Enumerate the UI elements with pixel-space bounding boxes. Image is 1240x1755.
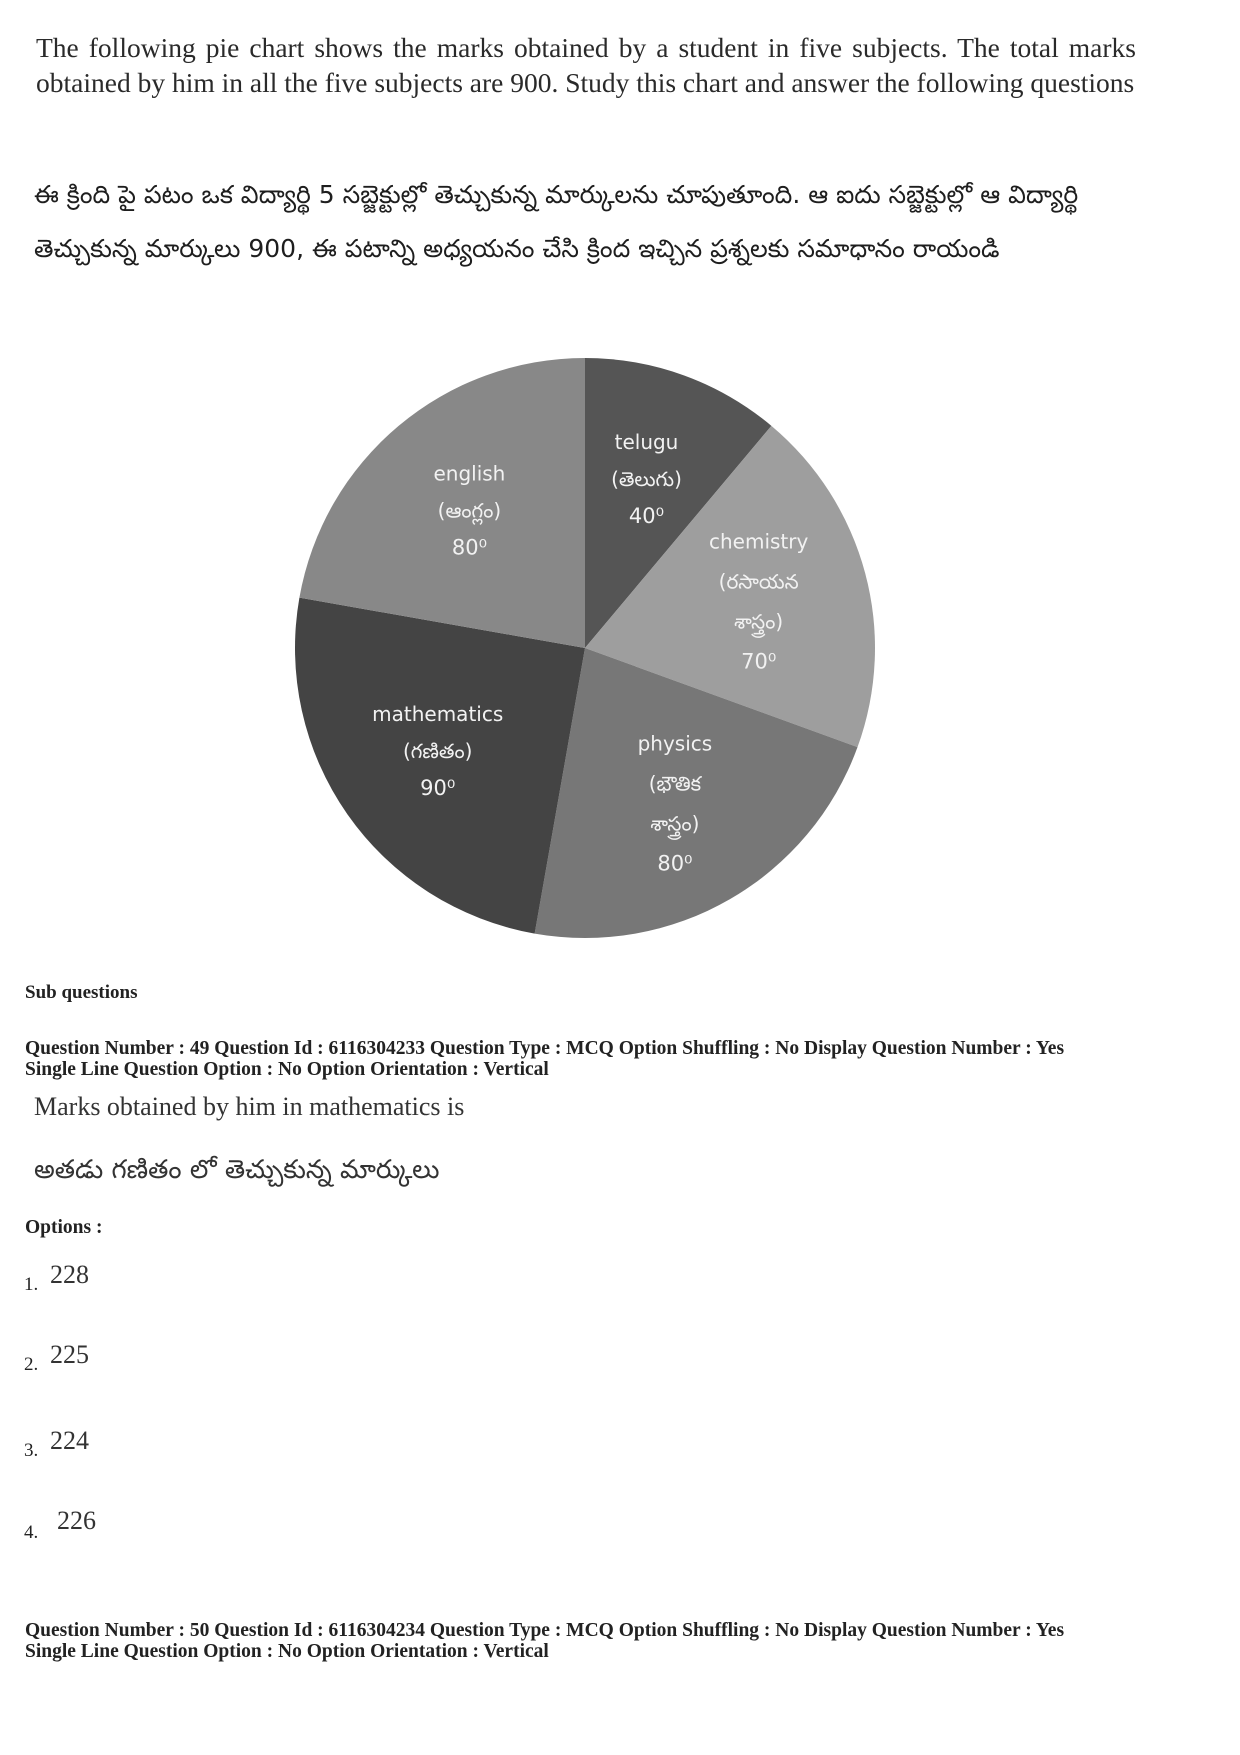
question-49-meta-line1: Question Number : 49 Question Id : 6116304233 Question Type : MCQ Option Shuffling : No Display Question Number : Yes bbox=[25, 1038, 1065, 1059]
pie-label-mathematics-degrees: 90⁰ bbox=[420, 776, 456, 801]
option-4-value: 226 bbox=[57, 1506, 96, 1535]
pie-label-mathematics-name: mathematics bbox=[372, 702, 504, 727]
pie-label-english-degrees: 80⁰ bbox=[451, 535, 487, 560]
option-3-number: 3. bbox=[24, 1440, 39, 1461]
option-1-number: 1. bbox=[24, 1274, 39, 1295]
pie-label-physics-telugu-0: (భౌతిక bbox=[648, 771, 702, 796]
option-2-number: 2. bbox=[24, 1354, 39, 1375]
question-49-meta bbox=[25, 1038, 1225, 1080]
option-4-number: 4. bbox=[24, 1522, 39, 1543]
pie-label-chemistry-degrees: 70⁰ bbox=[741, 649, 777, 674]
question-49-text-english: Marks obtained by him in mathematics is bbox=[34, 1092, 465, 1121]
question-50-meta bbox=[25, 1620, 1225, 1662]
pie-label-telugu-degrees: 40⁰ bbox=[628, 504, 665, 529]
options-label: Options : bbox=[25, 1217, 103, 1238]
question-50-meta-line1: Question Number : 50 Question Id : 6116304234 Question Type : MCQ Option Shuffling : No Display Question Number : Yes bbox=[25, 1620, 1065, 1641]
pie-label-telugu-name: telugu bbox=[614, 430, 679, 455]
pie-label-physics-degrees: 80⁰ bbox=[657, 851, 693, 876]
option-1-value: 228 bbox=[50, 1260, 89, 1289]
pie-label-physics-telugu-1: శాస్త్రం) bbox=[650, 811, 700, 836]
pie-label-english-name: english bbox=[433, 461, 506, 486]
pie-chart bbox=[290, 355, 880, 945]
option-3-value: 224 bbox=[50, 1426, 89, 1455]
pie-label-mathematics-telugu-0: (గణితం) bbox=[402, 739, 473, 764]
option-2-value: 225 bbox=[50, 1340, 89, 1369]
sub-questions-label: Sub questions bbox=[25, 982, 138, 1003]
intro-english: The following pie chart shows the marks obtained by a student in five subjects. The total marks obtained by him in all the five subjects are 900. Study this chart and answer the following questions bbox=[36, 32, 1136, 98]
question-49-meta-line2: Single Line Question Option : No Option Orientation : Vertical bbox=[25, 1059, 549, 1080]
pie-label-english-telugu-0: (ఆంగ్లం) bbox=[437, 498, 502, 523]
pie-label-physics-name: physics bbox=[637, 731, 713, 756]
pie-slice-mathematics bbox=[295, 598, 585, 934]
pie-label-telugu-telugu-0: (తెలుగు) bbox=[611, 467, 682, 492]
question-49-text-telugu: అతడు గణితం లో తెచ్చుకున్న మార్కులు bbox=[34, 1155, 440, 1185]
intro-telugu: ఈ క్రింది పై పటం ఒక విద్యార్థి 5 సబ్జెక్టుల్లో తెచ్చుకున్న మార్కులను చూపుతూంది. ఆ ఐదు సబ్జెక్టుల్లో ఆ విద్యార్థి తెచ్చుకున్న మార్కులు 900, ఈ పటాన్ని అధ్యయనం చేసి క్రింద ఇచ్చిన ప్రశ్నలకు సమాధానం రాయండి bbox=[34, 180, 1079, 263]
question-50-meta-line2: Single Line Question Option : No Option Orientation : Vertical bbox=[25, 1641, 549, 1662]
pie-label-chemistry-telugu-0: (రసాయన bbox=[718, 569, 799, 594]
pie-label-chemistry-name: chemistry bbox=[709, 529, 809, 554]
pie-label-chemistry-telugu-1: శాస్త్రం) bbox=[734, 609, 784, 634]
